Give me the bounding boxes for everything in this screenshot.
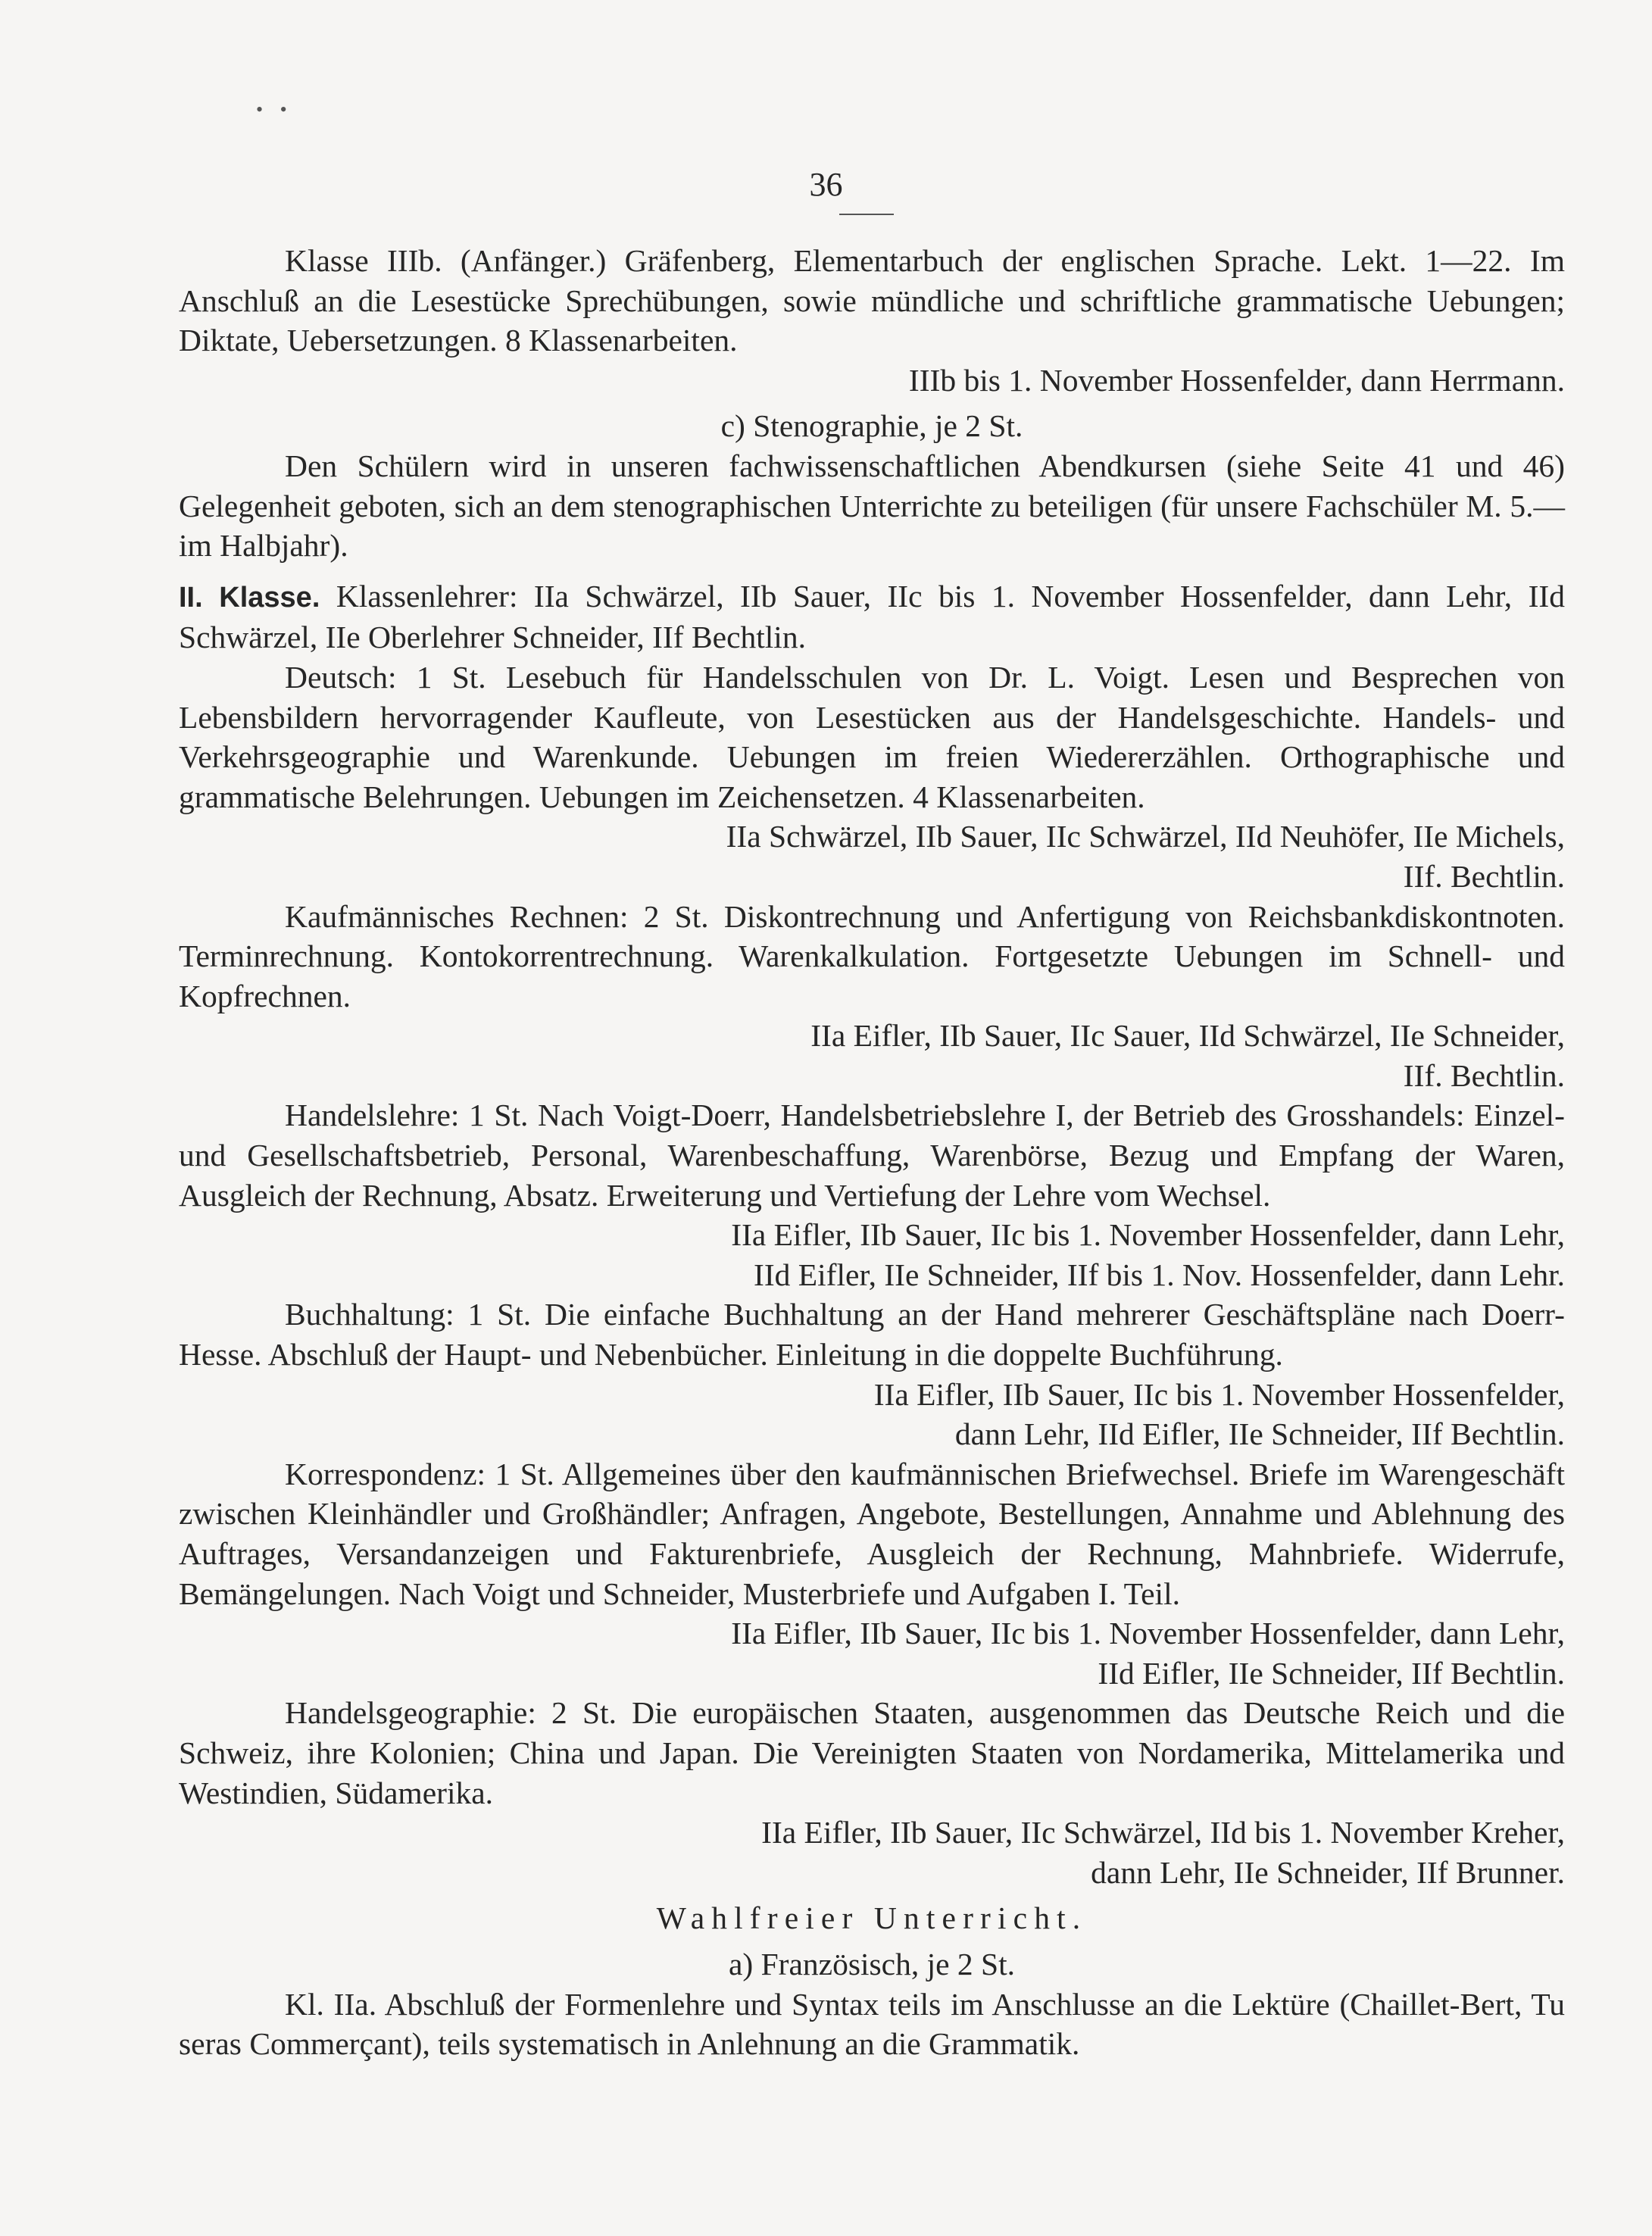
teacher-line: IIa Eifler, IIb Sauer, IIc Schwärzel, IId bis 1. November Kreher, (761, 1815, 1565, 1850)
paragraph-deutsch: Deutsch: 1 St. Lesebuch für Handelsschulen von Dr. L. Voigt. Lesen und Besprechen von Lebensbildern hervorragender Kaufleute, von Lesestücken aus der Handelsgeschichte. Handels- und Verkehrsgeographie und Warenkunde. Uebungen im freien Wiedererzählen. Orthographische und grammatische Belehrungen. Uebungen im Zeichensetzen. 4 Klassenarbeiten. (179, 659, 1565, 814)
class-teachers: Klassenlehrer: IIa Schwärzel, IIb Sauer, IIc bis 1. November Hossenfelder, dann Lehr, IId Schwärzel, IIe Oberlehrer Schneider, IIf Bechtlin. (179, 578, 1565, 655)
paragraph-buchhaltung: Buchhaltung: 1 St. Die einfache Buchhaltung an der Hand mehrerer Geschäftspläne nach Doerr-Hesse. Abschluß der Haupt- und Nebenbücher. Einleitung in die doppelte Buchführung. (179, 1297, 1565, 1373)
paragraph-korrespondenz: Korrespondenz: 1 St. Allgemeines über den kaufmännischen Briefwechsel. Briefe im Warengeschäft zwischen Kleinhändler und Großhändler; Anfragen, Angebote, Bestellungen, Annahme und Ablehnung des Auftrages, Versandanzeigen und Fakturenbriefe, Ausgleich der Rechnung, Mahnbriefe. Widerrufe, Bemängelungen. Nach Voigt und Schneider, Musterbriefe und Aufgaben I. Teil. (179, 1456, 1565, 1611)
paragraph-kaufmaennisches-rechnen: Kaufmännisches Rechnen: 2 St. Diskontrechnung und Anfertigung von Reichsbankdiskontnoten. Terminrechnung. Kontokorrentrechnung. Warenkalkulation. Fortgesetzte Uebungen im Schnell- und Kopfrechnen. (179, 898, 1565, 1013)
teacher-line: IIa Eifler, IIb Sauer, IIc bis 1. November Hossenfelder, dann Lehr, (731, 1616, 1565, 1651)
class-heading: II. Klasse. (179, 581, 320, 614)
paragraph-handelsgeographie: Handelsgeographie: 2 St. Die europäischen Staaten, ausgenommen das Deutsche Reich und die Schweiz, ihre Kolonien; China und Japan. Die Vereinigten Staaten von Nordamerika, Mittelamerika und Westindien, Südamerika. (179, 1695, 1565, 1810)
page-content (179, 241, 1565, 2064)
page-number: 36 (809, 166, 843, 203)
paragraph-stenographie: Den Schülern wird in unseren fachwissenschaftlichen Abendkursen (siehe Seite 41 und 46) Gelegenheit geboten, sich an dem stenographischen Unterrichte zu beteiligen (für unsere Fachschüler M. 5.— im Halbjahr). (179, 448, 1565, 564)
teacher-line: IIa Eifler, IIb Sauer, IIc Sauer, IId Schwärzel, IIe Schneider, (810, 1018, 1565, 1054)
class-header-ii (179, 576, 1565, 657)
teacher-line: IId Eifler, IIe Schneider, IIf bis 1. Nov. Hossenfelder, dann Lehr. (754, 1257, 1565, 1292)
teacher-line: IIIb bis 1. November Hossenfelder, dann Herrmann. (908, 362, 1565, 398)
teacher-line: IIf. Bechtlin. (1403, 858, 1565, 894)
teacher-line: IIa Eifler, IIb Sauer, IIc bis 1. November Hossenfelder, (873, 1376, 1565, 1412)
section-heading-stenographie: c) Stenographie, je 2 St. (720, 408, 1023, 444)
section-heading-wahlfrei: Wahlfreier Unterricht. (656, 1900, 1088, 1936)
paragraph-franzoesisch: Kl. IIa. Abschluß der Formenlehre und Syntax teils im Anschlusse an die Lektüre (Chaillet-Bert, Tu seras Commerçant), teils systematisch in Anlehnung an die Grammatik. (179, 1986, 1565, 2062)
section-heading-franzoesisch: a) Französisch, je 2 St. (728, 1946, 1016, 1981)
top-mark: • • (256, 98, 293, 120)
paragraph-english-iiib: Klasse IIIb. (Anfänger.) Gräfenberg, Elementarbuch der englischen Sprache. Lekt. 1—22. Im Anschluß an die Lesestücke Sprechübungen, sowie mündliche und schriftliche grammatische Uebungen; Diktate, Uebersetzungen. 8 Klassenarbeiten. (179, 243, 1565, 358)
teacher-line: IIf. Bechtlin. (1403, 1057, 1565, 1093)
teacher-line: IIa Schwärzel, IIb Sauer, IIc Schwärzel, IId Neuhöfer, IIe Michels, (726, 819, 1565, 854)
teacher-line: IIa Eifler, IIb Sauer, IIc bis 1. November Hossenfelder, dann Lehr, (731, 1217, 1565, 1253)
paragraph-handelslehre: Handelslehre: 1 St. Nach Voigt-Doerr, Handelsbetriebslehre I, der Betrieb des Grosshandels: Einzel- und Gesellschaftsbetrieb, Personal, Warenbeschaffung, Warenbörse, Bezug und Empfang der Waren, Ausgleich der Rechnung, Absatz. Erweiterung und Vertiefung der Lehre vom Wechsel. (179, 1098, 1565, 1213)
teacher-line: dann Lehr, IIe Schneider, IIf Brunner. (1091, 1854, 1565, 1890)
page-number-rule (839, 214, 894, 215)
teacher-line: IId Eifler, IIe Schneider, IIf Bechtlin. (1098, 1655, 1565, 1691)
teacher-line: dann Lehr, IId Eifler, IIe Schneider, IIf Bechtlin. (954, 1416, 1565, 1452)
